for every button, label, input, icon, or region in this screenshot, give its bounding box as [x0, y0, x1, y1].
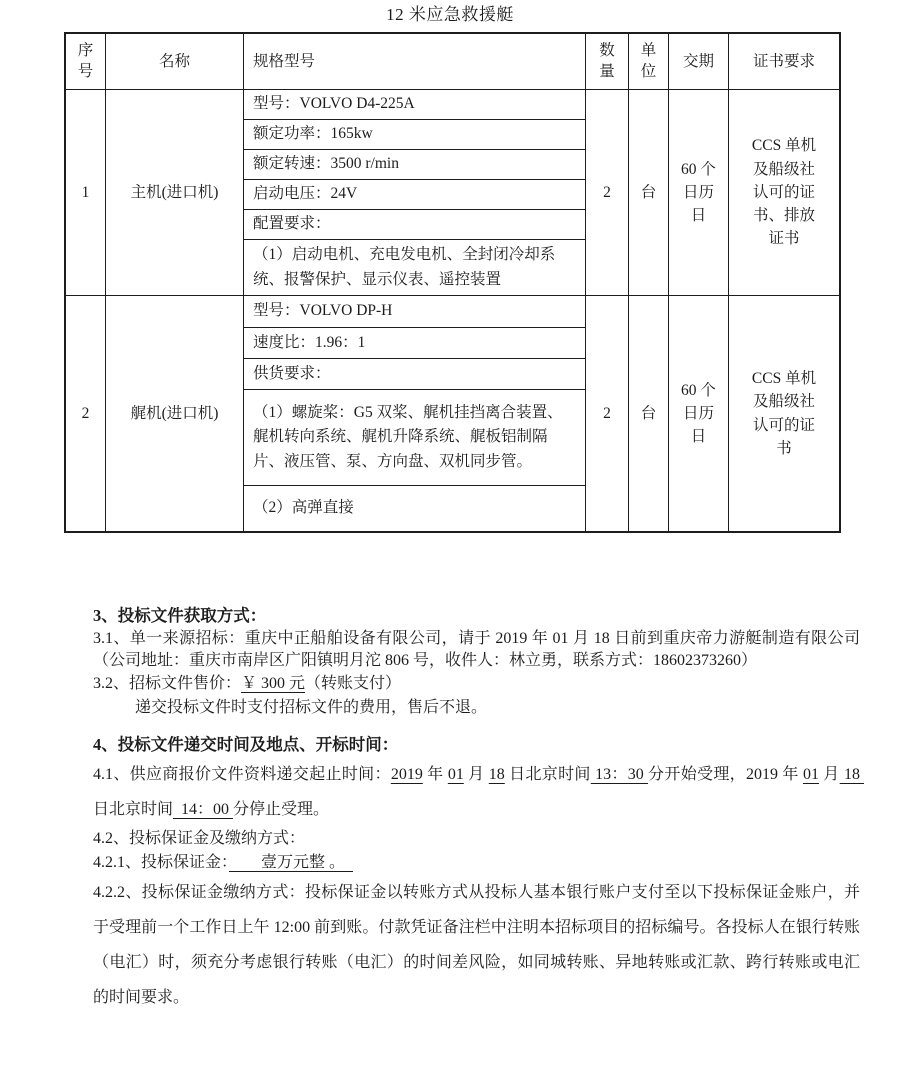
- para-4-2: 4.2、投标保证金及缴纳方式：: [93, 830, 306, 847]
- para-4-2-2: 4.2.2、投标保证金缴纳方式：投标保证金以转账方式从投标人基本银行账户支付至以下投标保证金账户，并于受理前一个工作日上午 12:00 前到账。付款凭证备注栏中注明本招标项目的招标编号。各投标人在银行转账（电汇）时，须充分考虑银行转账（电汇）的时间差风险，如同城转账、异地转账或汇款、跨行转账或电汇的时间要求。: [93, 884, 860, 1006]
- row2-spec-ratio: 速度比：1.96：1: [244, 328, 586, 359]
- para-4-1-end-day: 18: [839, 766, 864, 783]
- para-3-2-suffix: （转账支付）: [305, 675, 402, 692]
- row2-spec-supply-detail: （1）螺旋桨：G5 双桨、艉机挂挡离合装置、艉机转向系统、艉机升降系统、艉板铝制隔片、液压管、泵、方向盘、双机同步管。: [244, 390, 586, 486]
- row2-spec-supply-label: 供货要求：: [244, 359, 586, 390]
- para-4-1-seg: 月: [463, 766, 489, 783]
- row1-delivery: [669, 90, 729, 296]
- para-4-1-end-time: 14：00: [173, 801, 234, 818]
- row1-unit: 台: [629, 90, 669, 296]
- row1-spec-power: 额定功率：165kw: [244, 120, 586, 150]
- para-4-1: [93, 757, 864, 827]
- row2-spec-coupling: （2）高弹直接: [244, 486, 586, 531]
- para-4-1-seg: 分开始受理，: [648, 766, 746, 783]
- doc-title: 12 米应急救援艇: [386, 5, 514, 24]
- col-header-delivery: 交期: [669, 34, 729, 90]
- para-4-2-1-prefix: 4.2.1、投标保证金：: [93, 854, 230, 871]
- row1-qty: 2: [586, 90, 629, 296]
- row1-spec-config-label: 配置要求：: [244, 210, 586, 240]
- para-3-2-note: 递交投标文件时支付招标文件的费用，售后不退。: [135, 699, 488, 716]
- para-4-1-start-month: 01: [447, 766, 464, 783]
- section-4-heading: 4、投标文件递交时间及地点、开标时间：: [93, 735, 399, 754]
- row2-index: 2: [66, 296, 106, 531]
- row1-spec-model: 型号：VOLVO D4-225A: [244, 90, 586, 120]
- para-3-1: 3.1、单一来源招标：重庆中正船舶设备有限公司，请于 2019 年 01 月 18 日前到重庆帝力游艇制造有限公司（公司地址：重庆市南岸区广阳镇明月沱 806 号，收件人：林立勇，联系方式：18602373260）: [93, 630, 860, 669]
- para-4-1-seg: 日北京时间: [93, 801, 174, 818]
- para-4-1-start-day: 18: [488, 766, 505, 783]
- col-header-index: 序号: [66, 34, 106, 90]
- row2-unit: 台: [629, 296, 669, 531]
- col-header-certificate: 证书要求: [729, 34, 839, 90]
- para-4-1-seg: 4.1、供应商报价文件资料递交起止时间：: [93, 766, 391, 783]
- row2-certificate-text: CCS 单机及船级社认可的证书: [751, 370, 817, 457]
- para-4-2-1: [93, 851, 860, 875]
- para-4-1-start-year: 2019: [390, 766, 423, 783]
- spec-table: [64, 32, 841, 533]
- row2-certificate: [729, 296, 839, 531]
- row2-delivery: [669, 296, 729, 531]
- row2-qty: 2: [586, 296, 629, 531]
- col-header-unit: 单位: [629, 34, 669, 90]
- para-4-1-seg: 月: [818, 766, 840, 783]
- col-header-qty: 数量: [586, 34, 629, 90]
- para-4-1-seg: 年: [422, 766, 448, 783]
- para-4-1-seg: 2019 年: [746, 766, 803, 783]
- row1-certificate: [729, 90, 839, 296]
- col-header-name: 名称: [106, 34, 244, 90]
- col-header-spec: 规格型号: [244, 34, 586, 90]
- para-3-2: [93, 672, 860, 696]
- section-3-heading: 3、投标文件获取方式：: [93, 606, 267, 625]
- row2-name: 艉机(进口机): [106, 296, 244, 531]
- para-4-1-seg: 日北京时间: [504, 766, 591, 783]
- para-4-1-end-month: 01: [802, 766, 819, 783]
- row2-spec-model: 型号：VOLVO DP-H: [244, 296, 586, 328]
- row1-spec-config-detail: （1）启动电机、充电发电机、全封闭冷却系统、报警保护、显示仪表、遥控装置: [244, 240, 586, 296]
- row1-delivery-text: 60 个日历日: [681, 160, 716, 225]
- para-3-2-prefix: 3.2、招标文件售价：: [93, 675, 242, 692]
- para-4-1-start-time: 13：30: [590, 766, 649, 783]
- para-3-2-price: ￥ 300 元: [241, 675, 306, 692]
- row1-spec-speed: 额定转速：3500 r/min: [244, 150, 586, 180]
- para-4-1-seg: 分停止受理。: [233, 801, 330, 818]
- para-4-2-1-amount: 壹万元整 。: [229, 854, 354, 871]
- row1-name: 主机(进口机): [106, 90, 244, 296]
- row1-certificate-text: CCS 单机及船级社认可的证书、排放证书: [751, 137, 817, 248]
- row2-delivery-text: 60 个日历日: [681, 381, 716, 446]
- row1-spec-voltage: 启动电压：24V: [244, 180, 586, 210]
- row1-index: 1: [66, 90, 106, 296]
- doc-body: [0, 604, 900, 1015]
